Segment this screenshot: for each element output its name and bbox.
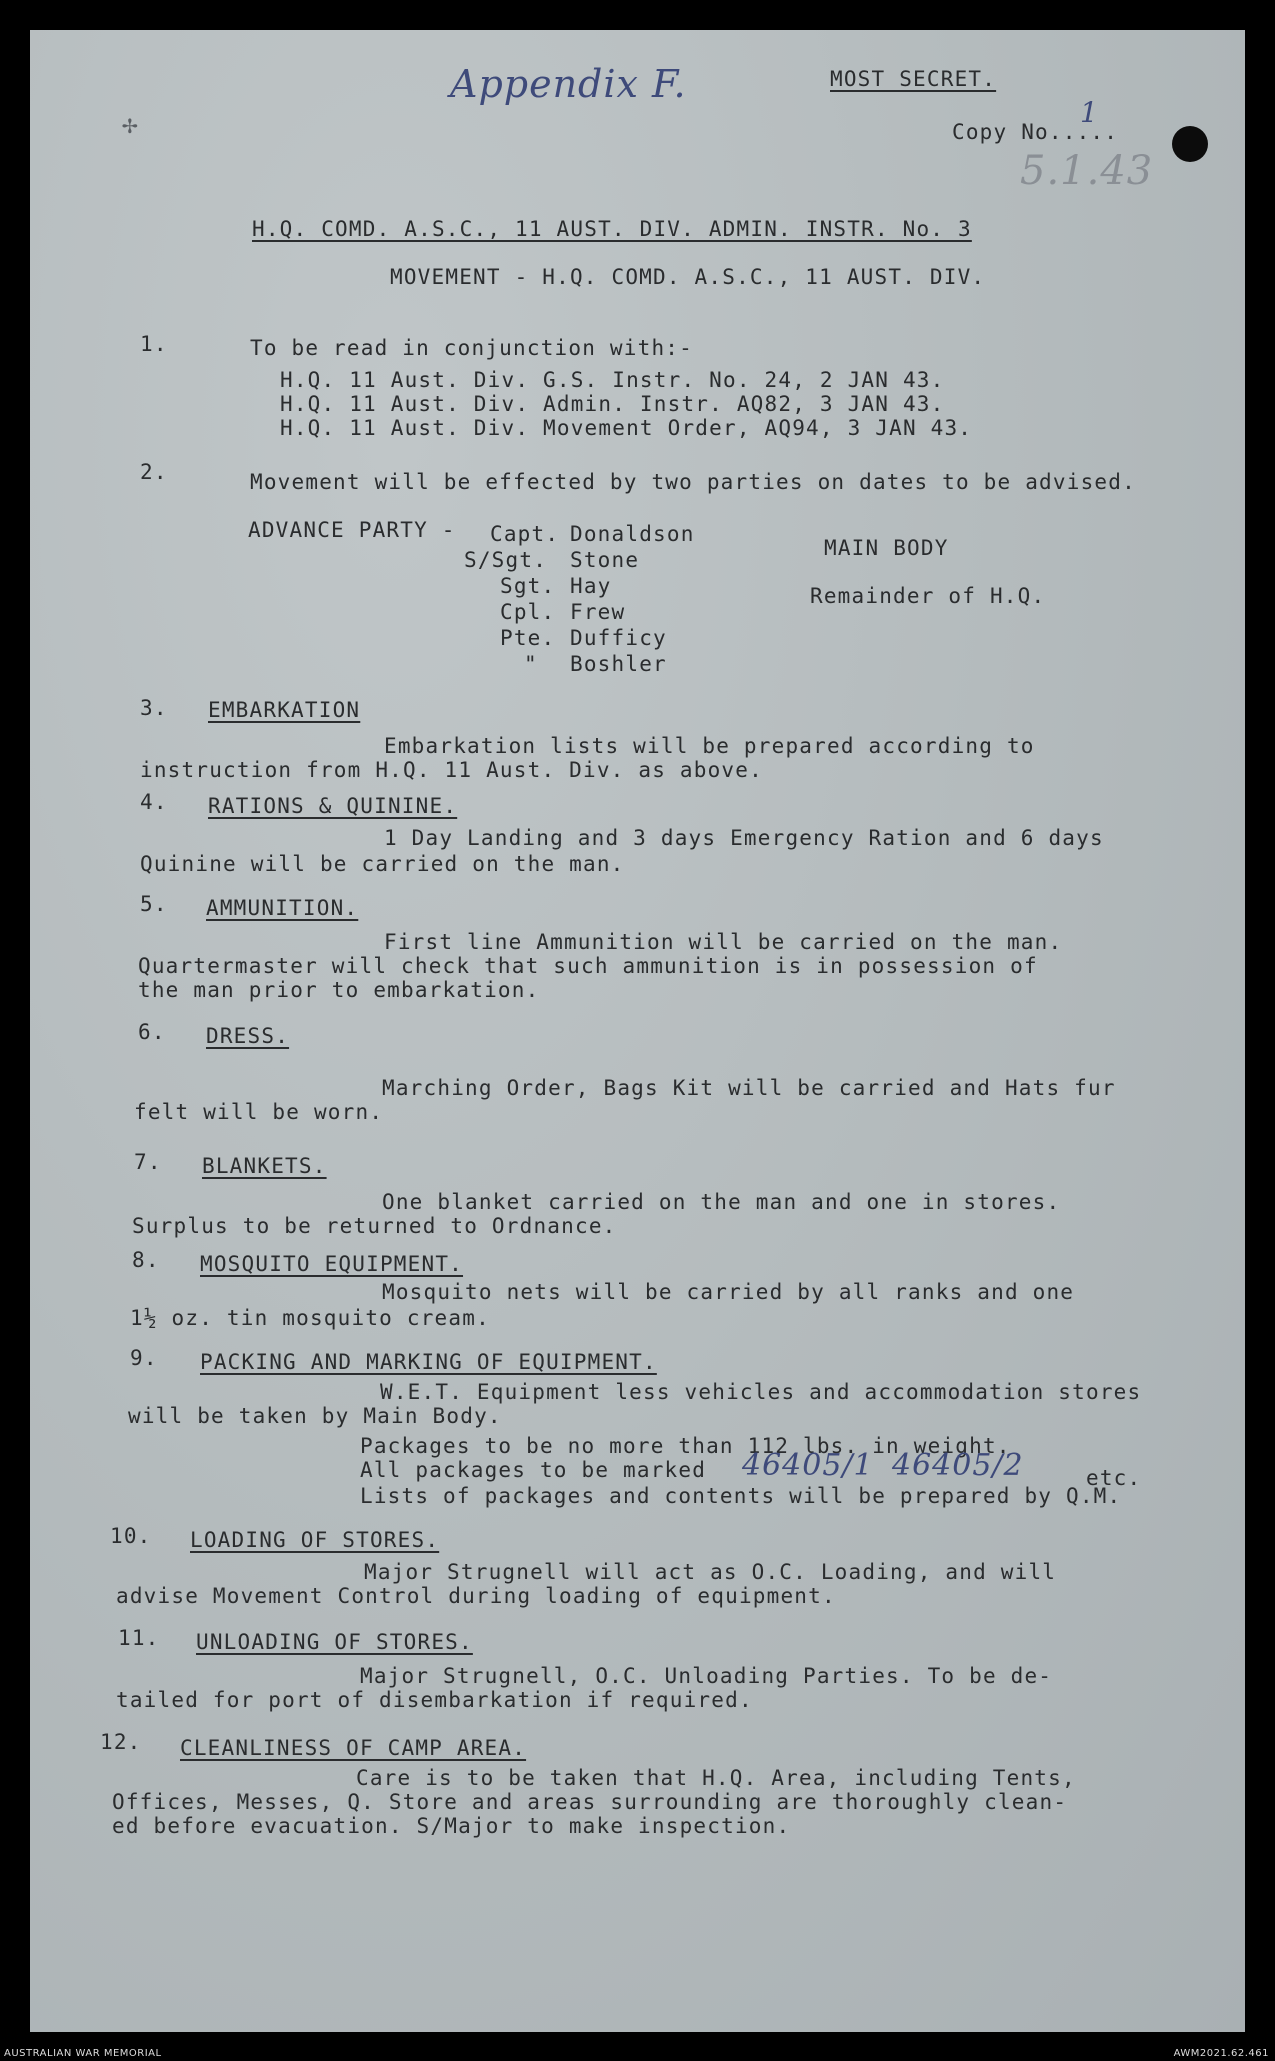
para-text: Mosquito nets will be carried by all ranks and one <box>382 1280 1075 1304</box>
rank: Cpl. <box>500 600 556 624</box>
document-title: H.Q. COMD. A.S.C., 11 AUST. DIV. ADMIN. INSTR. No. 3 <box>252 217 972 241</box>
name: Frew <box>570 600 626 624</box>
name: Boshler <box>570 652 667 676</box>
para-text: Quartermaster will check that such ammunition is in possession of <box>138 954 1038 978</box>
para-number: 5. <box>140 892 168 916</box>
para-number: 1. <box>140 332 168 356</box>
rank: " <box>524 652 538 676</box>
rank: Sgt. <box>500 574 556 598</box>
para-number: 11. <box>118 1626 160 1650</box>
para-text: 1½ oz. tin mosquito cream. <box>130 1306 490 1330</box>
para-text: First line Ammunition will be carried on the man. <box>384 930 1063 954</box>
para-heading: AMMUNITION. <box>206 896 359 920</box>
para-text: etc. <box>1086 1466 1142 1490</box>
reference-line: H.Q. 11 Aust. Div. Admin. Instr. AQ82, 3 JAN 43. <box>280 392 945 416</box>
para-text: W.E.T. Equipment less vehicles and accommodation stores <box>380 1380 1142 1404</box>
para-number: 12. <box>100 1730 142 1754</box>
classification-marking: MOST SECRET. <box>830 67 997 91</box>
para-text: Care is to be taken that H.Q. Area, including Tents, <box>356 1766 1076 1790</box>
para-text: Marching Order, Bags Kit will be carried and Hats fur <box>382 1076 1116 1100</box>
name: Hay <box>570 574 612 598</box>
copy-number-label: Copy No..... <box>952 120 1119 144</box>
punch-hole <box>1172 126 1208 162</box>
footer-left: AUSTRALIAN WAR MEMORIAL <box>4 2048 162 2059</box>
para-heading: BLANKETS. <box>202 1154 327 1178</box>
para-text: 1 Day Landing and 3 days Emergency Ration and 6 days <box>384 826 1104 850</box>
advance-party-label: ADVANCE PARTY - <box>248 518 456 542</box>
para-text: will be taken by Main Body. <box>128 1404 502 1428</box>
rank: S/Sgt. <box>464 548 548 572</box>
para-heading: MOSQUITO EQUIPMENT. <box>200 1252 464 1276</box>
para-text: Embarkation lists will be prepared according to <box>384 734 1035 758</box>
para-heading: PACKING AND MARKING OF EQUIPMENT. <box>200 1350 657 1374</box>
para-text: All packages to be marked <box>360 1458 707 1482</box>
para-heading: EMBARKATION <box>208 698 361 722</box>
main-body-label: MAIN BODY <box>824 536 949 560</box>
name: Donaldson <box>570 522 695 546</box>
para-text: Movement will be effected by two parties on dates to be advised. <box>250 470 1136 494</box>
para-number: 6. <box>138 1020 166 1044</box>
para-text: Lists of packages and contents will be prepared by Q.M. <box>360 1484 1122 1508</box>
document-subtitle: MOVEMENT - H.Q. COMD. A.S.C., 11 AUST. DIV. <box>390 265 986 289</box>
para-number: 9. <box>130 1346 158 1370</box>
handwritten-stored-number: 46405/1 <box>742 1448 874 1483</box>
para-number: 7. <box>134 1150 162 1174</box>
footer-right: AWM2021.62.461 <box>1173 2048 1269 2059</box>
para-number: 8. <box>132 1248 160 1272</box>
reference-line: H.Q. 11 Aust. Div. Movement Order, AQ94, 3 JAN 43. <box>280 416 973 440</box>
handwritten-stored-number: 46405/2 <box>892 1448 1024 1483</box>
para-text: advise Movement Control during loading of equipment. <box>116 1584 836 1608</box>
para-number: 2. <box>140 460 168 484</box>
rank: Capt. <box>490 522 560 546</box>
main-body-text: Remainder of H.Q. <box>810 584 1046 608</box>
para-heading: DRESS. <box>206 1024 290 1048</box>
name: Dufficy <box>570 626 667 650</box>
para-text: Major Strugnell will act as O.C. Loading, and will <box>364 1560 1057 1584</box>
handwritten-appendix: Appendix F. <box>450 62 687 106</box>
para-text: Quinine will be carried on the man. <box>140 852 625 876</box>
para-text: Major Strugnell, O.C. Unloading Parties. To be de- <box>360 1664 1053 1688</box>
para-text: One blanket carried on the man and one in stores. <box>382 1190 1061 1214</box>
rank: Pte. <box>500 626 556 650</box>
ink-smudge: ✢ <box>122 110 138 140</box>
reference-line: H.Q. 11 Aust. Div. G.S. Instr. No. 24, 2 JAN 43. <box>280 368 945 392</box>
para-text: instruction from H.Q. 11 Aust. Div. as above. <box>140 758 763 782</box>
para-heading: LOADING OF STORES. <box>190 1528 440 1552</box>
para-number: 10. <box>110 1524 152 1548</box>
para-text: ed before evacuation. S/Major to make inspection. <box>112 1814 791 1838</box>
para-text: felt will be worn. <box>134 1100 384 1124</box>
para-text: Surplus to be returned to Ordnance. <box>132 1214 617 1238</box>
para-heading: UNLOADING OF STORES. <box>196 1630 473 1654</box>
para-text: the man prior to embarkation. <box>138 978 540 1002</box>
handwritten-date: 5.1.43 <box>1020 148 1154 194</box>
para-text: Packages to be no more than 112 lbs. in weight. <box>360 1434 1011 1458</box>
para-text: tailed for port of disembarkation if required. <box>116 1688 753 1712</box>
handwritten-copy-number: 1 <box>1080 96 1099 129</box>
para-heading: CLEANLINESS OF CAMP AREA. <box>180 1736 527 1760</box>
document-page <box>30 30 1245 2032</box>
para-text: Offices, Messes, Q. Store and areas surrounding are thoroughly clean- <box>112 1790 1068 1814</box>
para-number: 3. <box>140 696 168 720</box>
para-text: To be read in conjunction with:- <box>250 336 693 360</box>
name: Stone <box>570 548 640 572</box>
para-number: 4. <box>140 790 168 814</box>
para-heading: RATIONS & QUININE. <box>208 794 458 818</box>
